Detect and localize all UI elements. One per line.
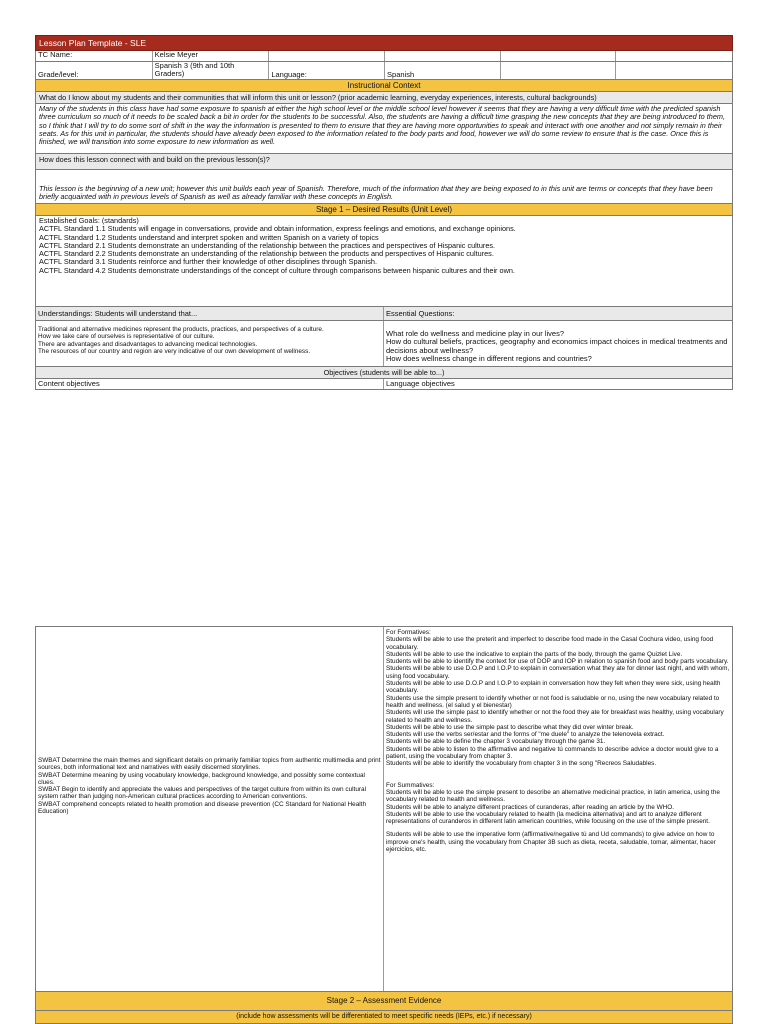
understanding-item: How we take care of ourselves is representative of our culture.: [38, 333, 215, 341]
formative-item: Students will be able to identify the vocabulary from chapter 3 in the song "Recreos Saludables.: [386, 760, 657, 768]
standard-item: ACTFL Standard 2.2 Students demonstrate an understanding of the relationship between the products and perspectives of Hispanic cultures.: [39, 249, 494, 259]
stage-2-heading: Stage 2 – Assessment Evidence: [35, 992, 733, 1011]
language-label: Language:: [269, 62, 385, 79]
grade-row: [35, 62, 733, 80]
understanding-item: Traditional and alternative medicines represent the products, practices, and perspectives of a culture.: [38, 326, 324, 333]
grade-value-line-1: Spanish 3 (9th and 10th: [154, 62, 235, 70]
essential-question-item: How do cultural beliefs, practices, geography and economics impact choices in medical treatments and decisions about wellness?: [386, 337, 728, 355]
objectives-row: [35, 626, 733, 992]
understandings-label: Understandings: Students will understand that...: [36, 307, 384, 320]
formative-item: Students will be able to use D.O.P and I.O.P to explain in conversation how they felt when they were sick, using health vocabulary.: [386, 680, 721, 695]
formative-item: Students will be able to listen to the affirmative and negative tú commands to describe advice a doctor would give to a patient, using the vocabulary from chapter 3.: [386, 745, 719, 761]
grade-value: [153, 62, 270, 79]
understandings-list: [36, 321, 384, 366]
lesson-plan-page-2: [35, 626, 733, 1024]
formative-item: Students will be able to identify the context for use of DOP and IOP in relation to spanish food and body parts vocabulary.: [386, 658, 729, 666]
summatives-label: For Summatives:: [386, 781, 435, 789]
formative-item: Students will use the simple past to identify whether or not the food they ate for breakfast was healthy, using vocabulary related to health and wellness.: [386, 709, 724, 724]
essential-questions-label: Essential Questions:: [386, 309, 455, 318]
objectives-heading: Objectives (students will be able to...): [35, 367, 733, 379]
content-objectives-list: [36, 627, 384, 991]
formative-item: Students use the simple present to identify whether or not food is saludable or no, using the new vocabulary related to health and wellness. (el salud y el bienestar): [386, 694, 720, 709]
grade-value-line-2: Graders): [154, 69, 185, 79]
template-title: Lesson Plan Template - SLE: [35, 35, 733, 51]
tc-name-value: Kelsie Meyer: [153, 51, 270, 61]
standard-item: ACTFL Standard 3.1 Students reinforce and further their knowledge of other disciplines through Spanish.: [39, 257, 378, 267]
standard-item: ACTFL Standard 4.2 Students demonstrate understandings of the concept of culture through comparisons between hispanic cultures and their own.: [39, 265, 515, 275]
formative-item: Students will be able to define the chapter 3 vocabulary through the game 31.: [386, 738, 606, 746]
summative-item: Students will be able to use the vocabulary related to health (la medicina alternativa) and art to analyze different representations of curanderos in different latin american countries, while focusing on the use of the simple present.: [386, 810, 710, 826]
context-answer-2: This lesson is the beginning of a new unit; however this unit builds each year of Spanish. Therefore, much of the information that they are being exposed to in this unit are terms or concepts that they have been briefly acquainted with in previous levels of Spanish as well as already familiar with these concepts in English.: [35, 170, 733, 204]
objectives-header-row: [35, 379, 733, 390]
instructional-context-heading: Instructional Context: [35, 80, 733, 92]
context-question-1: What do I know about my students and their communities that will inform this unit or lesson? (prior academic learning, everyday experiences, interests, cultural backgrounds): [35, 92, 733, 104]
context-question-2: How does this lesson connect with and build on the previous lesson(s)?: [35, 154, 733, 170]
content-objectives-label: Content objectives: [36, 379, 384, 389]
tc-name-row: [35, 51, 733, 62]
content-objective-item: SWBAT Determine the main themes and significant details on primarily familiar topics from authentic multimedia and print sources, both informational text and narratives with easily discerned storylines.: [38, 757, 381, 772]
context-answer-1: Many of the students in this class have had some exposure to spanish at either the high school level or the middle school level however it seems that they are having a very difficult time with the predicted spanish three curriculum so much of it needs to be scaled back a bit in order for the students to be successful. Also, the students are having a difficult time grasping the new concepts that they are being introduced to them, so I think that I will try to do some sort of shift in the way the information is presented to them to ensure that they are having more opportunities to speak and interact with one another and not simply remain in their seats. As for this unit in particular, the students should have already been exposed to the information related to the body parts and food, however we will do some review to ensure that is the case. Once this is finished, we will transition into some exposure to new information as well.: [35, 104, 733, 154]
standards-block: [35, 216, 733, 307]
understandings-row: [35, 321, 733, 367]
essential-question-item: What role do wellness and medicine play in our lives?: [386, 329, 565, 338]
essential-questions-list: [384, 321, 732, 366]
understandings-header-row: [35, 307, 733, 321]
formatives-label: For Formatives:: [386, 629, 431, 636]
language-objectives-list: [384, 627, 732, 991]
grade-label: Grade/level:: [36, 62, 153, 79]
language-value: Spanish: [385, 62, 501, 79]
standard-item: ACTFL Standard 1.2 Students understand and interpret spoken and written Spanish on a variety of topics: [39, 232, 379, 242]
formative-item: Students will be able to use the simple past to describe what they did over winter break.: [386, 723, 634, 731]
essential-question-item: How does wellness change in different regions and countries?: [386, 354, 592, 364]
stage-1-heading: Stage 1 – Desired Results (Unit Level): [35, 204, 733, 216]
lesson-plan-page-1: [35, 35, 733, 390]
formative-item: Students will be able to use the indicative to explain the parts of the body, through the game Quizlet Live.: [386, 650, 683, 658]
understanding-item: The resources of our country and region are very indicative of our own development of wellness.: [38, 347, 311, 355]
content-objective-item: SWBAT Determine meaning by using vocabulary knowledge, background knowledge, and possibly some contextual clues.: [38, 771, 365, 786]
summative-item: Students will be able to analyze different practices of curanderas, after reading an article by the WHO.: [386, 803, 674, 811]
standard-item: ACTFL Standard 1.1 Students will engage in conversations, provide and obtain information, express feelings and emotions, and exchange opinions.: [39, 224, 516, 234]
standards-label: Established Goals: (standards): [39, 216, 139, 225]
formative-item: Students will be able to use the preterit and imperfect to describe food made in the Casal Cochura video, using food vocabulary.: [386, 636, 714, 651]
formative-item: Students will use the verbs ser/estar and the forms of "me duele" to analyze the telenovela extract.: [386, 731, 665, 739]
stage-2-note: (include how assessments will be differentiated to meet specific needs (IEPs, etc.) if necessary): [35, 1011, 733, 1024]
content-objective-item: SWBAT comprehend concepts related to health promotion and disease prevention (CC Standard for National Health Education): [38, 800, 366, 816]
summative-item: Students will be able to use the imperative form (affirmative/negative tú and Ud commands) to give advice on how to improve one's health, using the vocabulary from Chapter 3B such as dieta, receta, saludable, tomar, alimentar, hacer ejercicios, etc.: [386, 831, 716, 854]
understanding-item: There are advantages and disadvantages to advancing medical technologies.: [38, 340, 258, 348]
tc-name-label: TC Name:: [36, 51, 153, 61]
standard-item: ACTFL Standard 2.1 Students demonstrate an understanding of the relationship between the practices and perspectives of Hispanic cultures.: [39, 240, 496, 250]
formative-item: Students will be able to use D.O.P and I.O.P to explain in conversation what they ate for dinner last night, and with whom, using food vocabulary.: [386, 665, 730, 680]
content-objective-item: SWBAT Begin to identify and appreciate the values and perspectives of the target culture from within its own cultural system rather than judging non-American cultural practices according to American conventions.: [38, 786, 366, 801]
language-objectives-label: Language objectives: [386, 379, 455, 388]
summative-item: Students will be able to use the simple present to describe an alternative medicinal practice, in latin america, using the vocabulary related to health and wellness.: [386, 788, 720, 804]
